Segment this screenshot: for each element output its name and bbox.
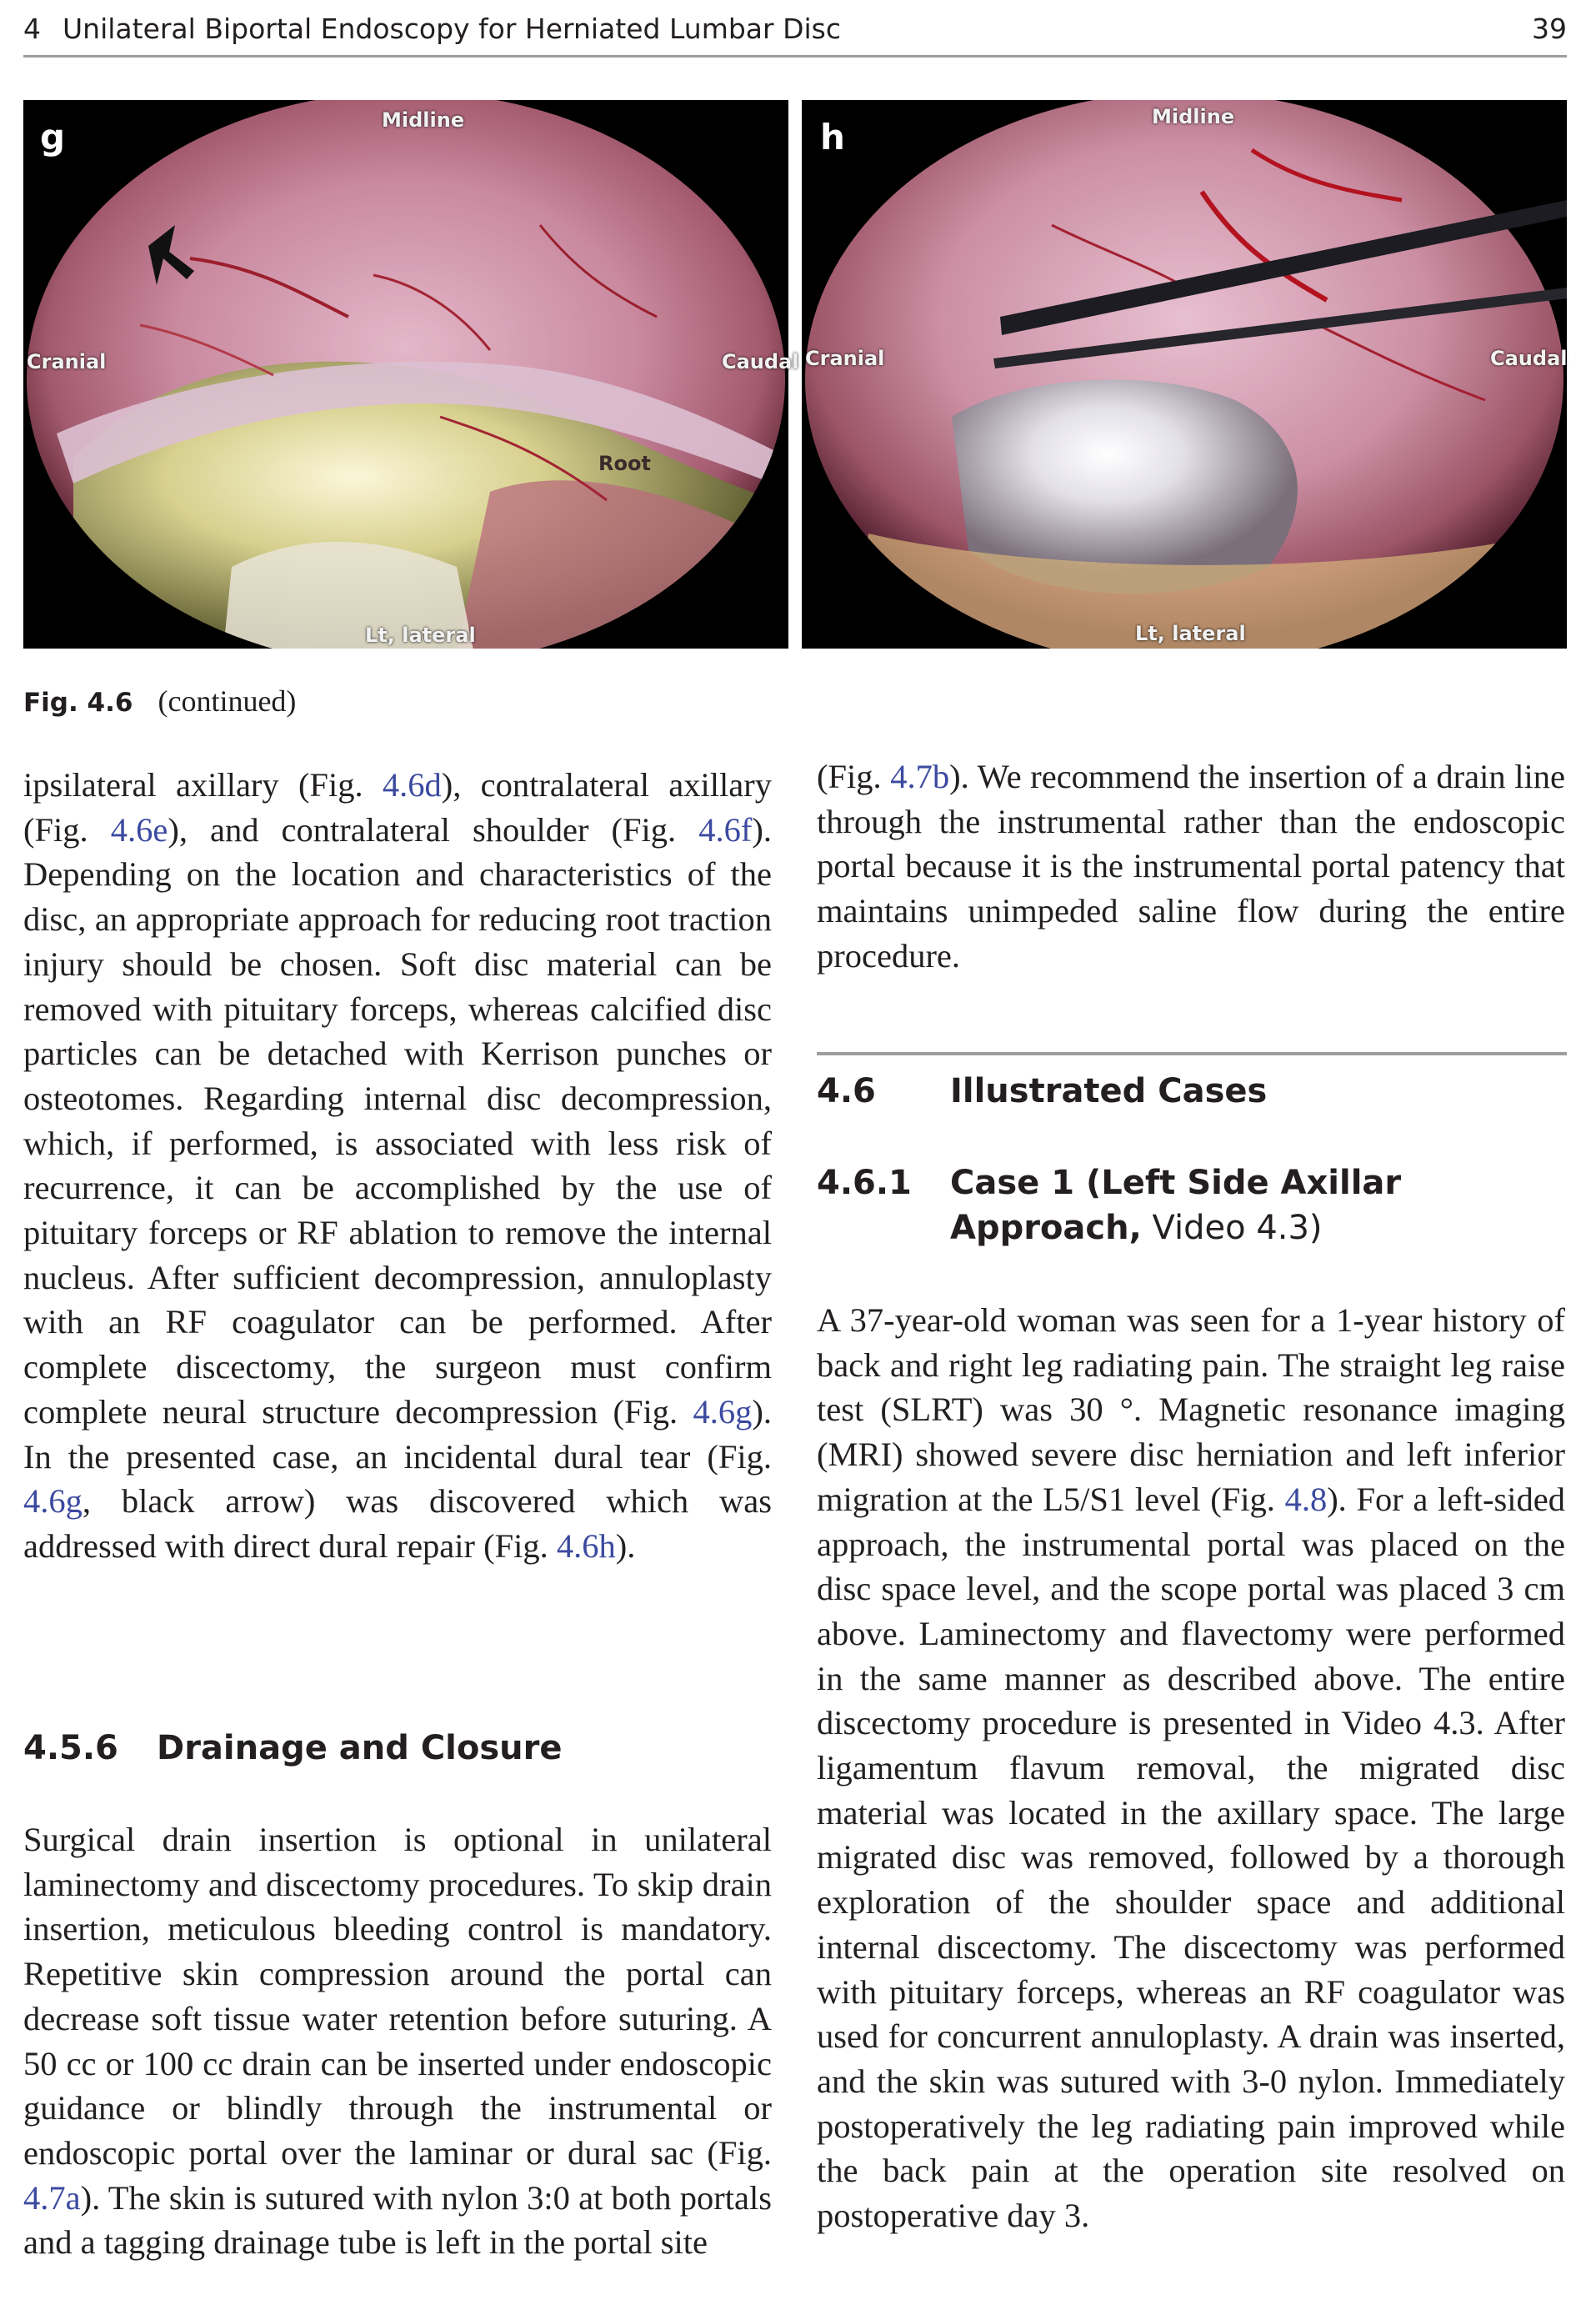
- heading-number: 4.6: [817, 1072, 876, 1110]
- orientation-lateral-label: Lt, lateral: [365, 624, 476, 647]
- running-head-left: [23, 13, 841, 45]
- orientation-caudal-label: Caudal: [722, 350, 799, 373]
- figure-reference-link[interactable]: 4.6e: [110, 810, 168, 849]
- subsection-heading-case-1: [817, 1160, 1567, 1250]
- subsection-heading-drainage: [23, 1726, 563, 1771]
- heading-title: Drainage and Closure: [157, 1729, 563, 1767]
- figure-reference-link[interactable]: 4.6d: [382, 766, 442, 804]
- page-number: 39: [1532, 12, 1567, 45]
- text-run: ). In the presented case, an incidental dural tear (Fig.: [23, 1392, 772, 1476]
- text-run: A 37-year-old woman was seen for a 1-year history of back and right leg radiating pain. The straight leg raise test (SLRT) was 30 °. Magnetic resonance imaging (MRI) showed severe disc herniation and left inferior migration at the L5/S1 level (Fig.: [817, 1301, 1565, 1518]
- figure-reference-link[interactable]: 4.6g: [23, 1482, 83, 1521]
- text-run: ). For a left-sided approach, the instrumental portal was placed on the disc space level, and the scope portal was placed 3 cm above. Laminectomy and flavectomy were performed in the same manner as described above. The entire discectomy procedure is presented in Video 4.3. After ligamentum flavum removal, the migrated disc material was located in the axillary space. The large migrated disc was removed, followed by a thorough exploration of the shoulder space and additional internal discectomy. The discectomy was performed with pituitary forceps, whereas an RF coagulator was used for concurrent annuloplasty. A drain was inserted, and the skin was sutured with 3-0 nylon. Immediately postoperatively the leg radiating pain improved while the back pain at the operation site resolved on postoperative day 3.: [817, 1480, 1565, 2235]
- text-run: (Fig.: [817, 758, 891, 795]
- chapter-number: 4: [23, 12, 41, 45]
- orientation-midline-label: Midline: [1152, 105, 1235, 128]
- heading-number: 4.6.1: [817, 1164, 912, 1202]
- endoscopic-view-h: [802, 100, 1567, 649]
- right-column-lower: [817, 1298, 1565, 2238]
- orientation-cranial-label: Cranial: [27, 350, 107, 373]
- section-heading-illustrated-cases: [817, 1069, 1267, 1114]
- figure-reference-link[interactable]: 4.8: [1284, 1480, 1328, 1518]
- running-head: [23, 7, 1567, 50]
- chapter-title: Unilateral Biportal Endoscopy for Herniated Lumbar Disc: [63, 12, 842, 45]
- text-run: , black arrow) was discovered which was addressed with direct dural repair (Fig.: [23, 1482, 772, 1565]
- paragraph-drain-recommendation: [817, 754, 1565, 979]
- text-run: ). The skin is sutured with nylon 3:0 at both portals and a tagging drainage tube is left in the portal site: [23, 2178, 772, 2262]
- figure-reference-link[interactable]: 4.7b: [890, 758, 950, 795]
- figure-reference-link[interactable]: 4.6h: [556, 1526, 616, 1565]
- endoscopic-image-h: [802, 100, 1567, 649]
- paragraph-drainage: [23, 1817, 772, 2265]
- text-run: ). Depending on the location and characteristics of the disc, an appropriate approach for reducing root traction injury should be chosen. Soft disc material can be removed with pituitary forceps, whereas calcified disc particles can be detached with Kerrison punches or osteotomes. Regarding internal disc decompression, which, if performed, is associated with less risk of recurrence, it can be accomplished by the use of pituitary forceps or RF ablation to remove the internal nucleus. After sufficient decompression, annuloplasty with an RF coagulator can be performed. After complete discectomy, the surgeon must confirm complete neural structure decompression (Fig.: [23, 810, 772, 1431]
- figure-reference-link[interactable]: 4.6g: [693, 1392, 753, 1431]
- left-column-lower: [23, 1817, 772, 2265]
- heading-title-line-2: [817, 1205, 1567, 1250]
- text-run: Surgical drain insertion is optional in unilateral laminectomy and discectomy procedures. To skip drain insertion, meticulous bleeding control is mandatory. Repetitive skin compression around the portal can decrease soft tissue water retention before suturing. A 50 cc or 100 cc drain can be inserted under endoscopic guidance or blindly through the instrumental or endoscopic portal over the laminar or dural sac (Fig.: [23, 1821, 772, 2172]
- orientation-caudal-label: Caudal: [1490, 347, 1568, 370]
- structure-root-label: Root: [598, 452, 651, 475]
- text-run: ), contralateral axillary (Fig.: [23, 766, 772, 849]
- orientation-midline-label: Midline: [382, 108, 465, 132]
- endoscopic-view-g: [23, 100, 788, 649]
- header-rule: [23, 55, 1567, 58]
- section-rule: [817, 1052, 1567, 1055]
- figure-reference-link[interactable]: 4.7a: [23, 2178, 81, 2217]
- text-run: ).: [615, 1526, 636, 1565]
- orientation-lateral-label: Lt, lateral: [1135, 622, 1246, 645]
- orientation-cranial-label: Cranial: [805, 347, 885, 370]
- heading-bold-part: Approach,: [950, 1209, 1142, 1247]
- video-reference[interactable]: Video 4.3): [1141, 1209, 1323, 1247]
- panel-letter-g: g: [40, 117, 66, 158]
- heading-number: 4.5.6: [23, 1729, 118, 1767]
- panel-letter-h: h: [820, 117, 845, 158]
- paragraph-case-1: [817, 1298, 1565, 2238]
- paragraph-surgical-approach: [23, 763, 772, 1569]
- text-run: ipsilateral axillary (Fig.: [23, 766, 383, 804]
- figure-caption: [23, 684, 296, 719]
- figure-caption-label: Fig. 4.6: [23, 688, 133, 718]
- heading-title: Illustrated Cases: [950, 1072, 1268, 1110]
- figure-caption-text: (continued): [158, 684, 297, 718]
- text-run: ), and contralateral shoulder (Fig.: [168, 810, 699, 849]
- endoscopic-image-g: [23, 100, 799, 649]
- right-column: [817, 754, 1565, 979]
- left-column: [23, 763, 772, 1569]
- figure-reference-link[interactable]: 4.6f: [698, 810, 753, 849]
- text-run: ). We recommend the insertion of a drain line through the instrumental rather than the endoscopic portal because it is the instrumental portal patency that maintains unimpeded saline flow during the entire procedure.: [817, 758, 1565, 975]
- heading-title-line-1: Case 1 (Left Side Axillar: [950, 1164, 1402, 1202]
